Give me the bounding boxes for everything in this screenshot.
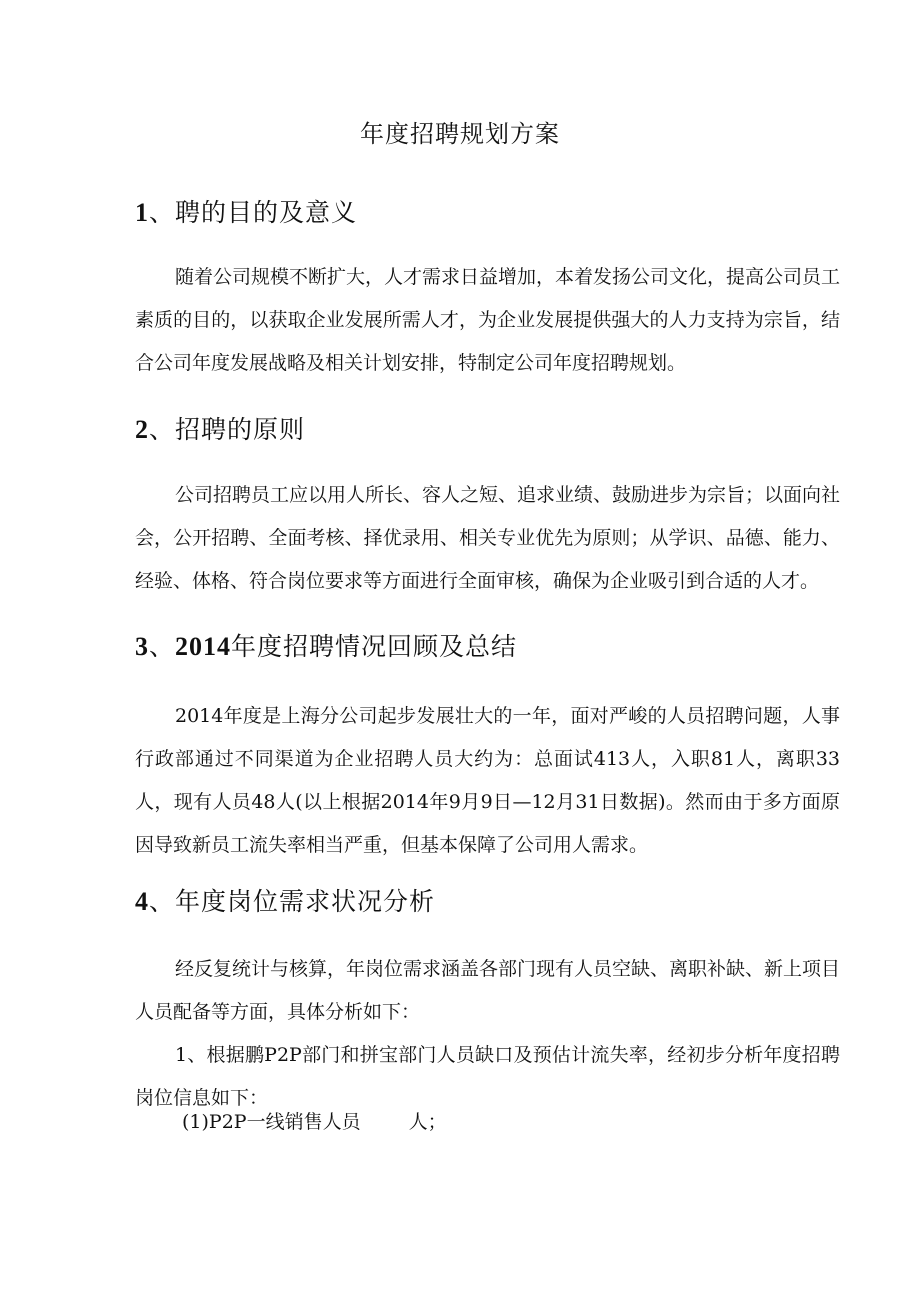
section-3-paragraph: 2014年度是上海分公司起步发展壮大的一年，面对严峻的人员招聘问题，人事行政部通过不同渠道为企业招聘人员大约为：总面试413人，入职81人，离职33人，现有人员48人(以上根据2014年9月9日—12月31日数据)。然而由于多方面原因导致新员工流失率相当严重，但基本保障了公司用人需求。 bbox=[135, 705, 840, 856]
section-1-paragraph: 随着公司规模不断扩大，人才需求日益增加，本着发扬公司文化，提高公司员工素质的目的，以获取企业发展所需人才，为企业发展提供强大的人力支持为宗旨，结合公司年度发展战略及相关计划安排，特制定公司年度招聘规划。 bbox=[135, 266, 841, 374]
section-4-paragraph-2: 1、根据鹏P2P部门和拼宝部门人员缺口及预估计流失率，经初步分析年度招聘岗位信息如下： bbox=[135, 1044, 840, 1109]
section-3-separator: 、 bbox=[149, 632, 176, 661]
position-item-unit: 人； bbox=[408, 1111, 447, 1133]
section-4-title: 年度岗位需求状况分析 bbox=[175, 887, 436, 916]
section-4-separator: 、 bbox=[149, 887, 176, 916]
section-1-heading bbox=[135, 196, 357, 230]
section-2-separator: 、 bbox=[149, 415, 176, 444]
section-1-title: 聘的目的及意义 bbox=[175, 198, 358, 227]
document-title: 年度招聘规划方案 bbox=[360, 120, 560, 148]
position-list-item bbox=[182, 1101, 447, 1144]
section-3-year: 2014 bbox=[175, 632, 232, 661]
section-2-number: 2 bbox=[135, 415, 149, 444]
section-4-number: 4 bbox=[135, 887, 149, 916]
section-4-heading bbox=[135, 885, 435, 919]
section-4-paragraph: 经反复统计与核算，年岗位需求涵盖各部门现有人员空缺、离职补缺、新上项目人员配备等方面，具体分析如下： bbox=[135, 958, 841, 1023]
section-3-title: 年度招聘情况回顾及总结 bbox=[231, 632, 518, 661]
section-2-paragraph: 公司招聘员工应以用人所长、容人之短、追求业绩、鼓励进步为宗旨；以面向社会，公开招聘、全面考核、择优录用、相关专业优先为原则；从学识、品德、能力、经验、体格、符合岗位要求等方面进行全面审核，确保为企业吸引到合适的人才。 bbox=[135, 484, 841, 592]
position-item-label: (1)P2P一线销售人员 bbox=[182, 1111, 361, 1133]
section-1-number: 1 bbox=[135, 198, 149, 227]
section-3-number: 3 bbox=[135, 632, 149, 661]
section-2-title: 招聘的原则 bbox=[175, 415, 306, 444]
section-3-heading bbox=[135, 630, 517, 664]
section-2-heading bbox=[135, 413, 305, 447]
section-1-separator: 、 bbox=[149, 198, 176, 227]
